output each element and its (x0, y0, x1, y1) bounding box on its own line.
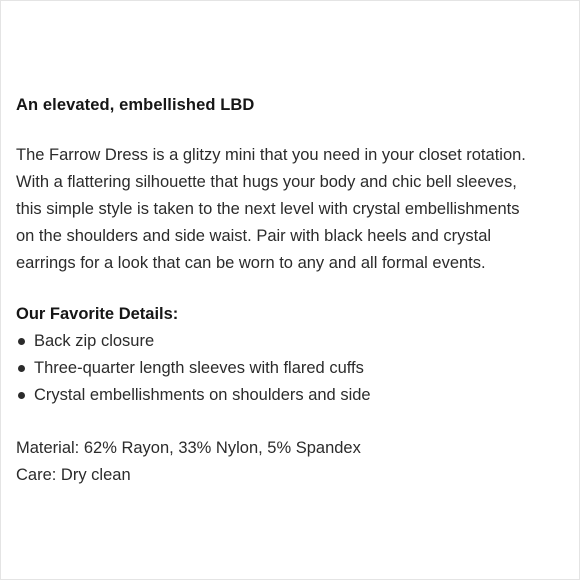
material-text: Material: 62% Rayon, 33% Nylon, 5% Spandex (16, 439, 361, 457)
description-line: The Farrow Dress is a glitzy mini that you need in your closet rotation. (16, 146, 526, 164)
list-item (16, 382, 572, 409)
description-line: this simple style is taken to the next level with crystal embellishments (16, 200, 520, 218)
bullet-icon (18, 392, 25, 399)
list-item-label: Back zip closure (34, 332, 155, 350)
material-care-info (16, 435, 572, 489)
bullet-icon (18, 338, 25, 345)
description-paragraph (16, 142, 572, 277)
description-line: earrings for a look that can be worn to any and all formal events. (16, 254, 486, 272)
list-item-label: Crystal embellishments on shoulders and side (34, 386, 371, 404)
list-item-label: Three-quarter length sleeves with flared cuffs (34, 359, 364, 377)
care-text: Care: Dry clean (16, 466, 131, 484)
description-line: With a flattering silhouette that hugs your body and chic bell sleeves, (16, 173, 517, 191)
list-item (16, 328, 572, 355)
bullet-icon (18, 365, 25, 372)
details-list (16, 328, 572, 409)
description-heading: An elevated, embellished LBD (16, 96, 255, 114)
list-item (16, 355, 572, 382)
details-heading: Our Favorite Details: (16, 305, 179, 323)
product-description (16, 92, 572, 489)
description-line: on the shoulders and side waist. Pair with black heels and crystal (16, 227, 492, 245)
